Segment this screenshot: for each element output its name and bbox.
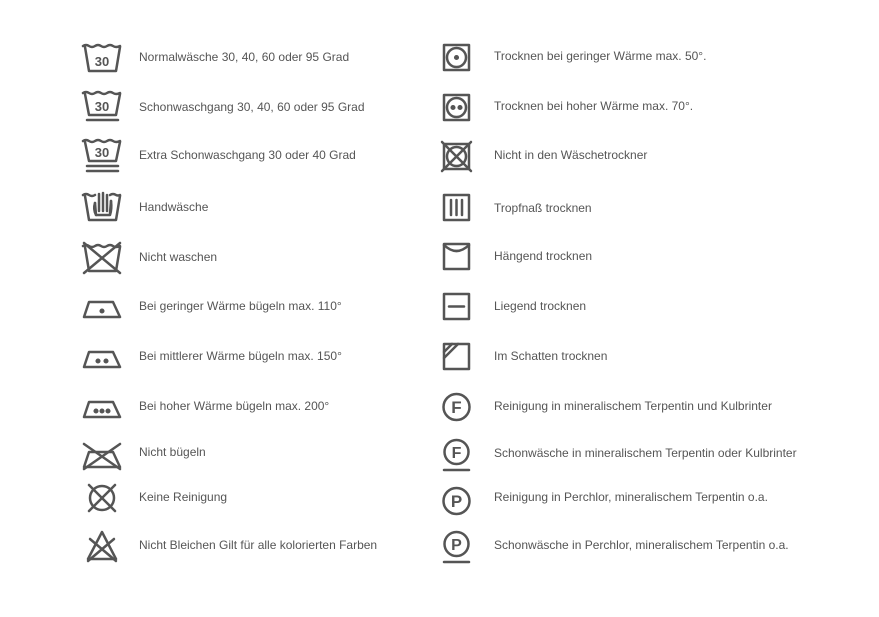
care-label: Liegend trocknen	[494, 299, 587, 313]
iron-medium-icon	[80, 338, 124, 378]
dry-flat-icon	[435, 287, 479, 327]
dry-clean-f-icon	[435, 387, 479, 427]
iron-high-icon	[80, 388, 124, 428]
svg-text:P: P	[451, 537, 462, 554]
care-label: Nicht Bleichen Gilt für alle kolorierten Farben	[139, 538, 378, 552]
line-dry-icon	[435, 237, 479, 277]
dry-clean-f-gentle-icon	[435, 434, 479, 474]
svg-text:F: F	[451, 445, 462, 462]
svg-text:30: 30	[94, 54, 110, 69]
care-label: Nicht waschen	[139, 250, 218, 264]
svg-text:30: 30	[94, 145, 110, 160]
care-label: Nicht bügeln	[139, 445, 206, 459]
do-not-tumble-dry-icon	[435, 137, 479, 177]
hand-wash-icon	[80, 187, 124, 227]
drip-dry-icon	[435, 188, 479, 228]
care-label: Bei geringer Wärme bügeln max. 110°	[139, 299, 342, 313]
tumble-dry-low-icon	[435, 38, 479, 78]
care-label: Bei hoher Wärme bügeln max. 200°	[139, 399, 330, 413]
care-label: Handwäsche	[139, 200, 209, 214]
do-not-bleach-icon	[80, 527, 124, 567]
care-label: Schonwäsche in Perchlor, mineralischem Terpentin o.a.	[494, 538, 789, 552]
tumble-dry-high-icon	[435, 88, 479, 128]
care-label: Normalwäsche 30, 40, 60 oder 95 Grad	[139, 50, 350, 64]
wash-30-extra-gentle-icon	[80, 135, 124, 175]
dry-clean-p-icon	[435, 481, 479, 521]
care-label: Trocknen bei hoher Wärme max. 70°.	[494, 99, 694, 113]
care-label: Extra Schonwaschgang 30 oder 40 Grad	[139, 148, 356, 162]
svg-text:30: 30	[94, 99, 110, 114]
care-label: Reinigung in mineralischem Terpentin und Kulbrinter	[494, 399, 772, 413]
care-label: Trocknen bei geringer Wärme max. 50°.	[494, 49, 707, 63]
do-not-dry-clean-icon	[80, 479, 124, 519]
care-label: Schonwaschgang 30, 40, 60 oder 95 Grad	[139, 100, 365, 114]
do-not-wash-icon	[80, 238, 124, 278]
wash-30-icon	[80, 38, 124, 78]
care-label: Im Schatten trocknen	[494, 349, 608, 363]
care-label: Bei mittlerer Wärme bügeln max. 150°	[139, 349, 342, 363]
do-not-iron-icon	[80, 434, 124, 474]
svg-text:P: P	[450, 492, 463, 511]
care-label: Reinigung in Perchlor, mineralischem Terpentin o.a.	[494, 490, 768, 504]
care-label: Hängend trocknen	[494, 249, 593, 263]
care-label: Nicht in den Wäschetrockner	[494, 148, 648, 162]
care-label: Schonwäsche in mineralischem Terpentin oder Kulbrinter	[494, 446, 797, 460]
dry-clean-p-gentle-icon	[435, 526, 479, 566]
svg-text:F: F	[451, 398, 462, 417]
care-label: Keine Reinigung	[139, 490, 228, 504]
care-label: Tropfnaß trocknen	[494, 201, 592, 215]
iron-low-icon	[80, 288, 124, 328]
dry-in-shade-icon	[435, 337, 479, 377]
wash-30-gentle-icon	[80, 86, 124, 126]
